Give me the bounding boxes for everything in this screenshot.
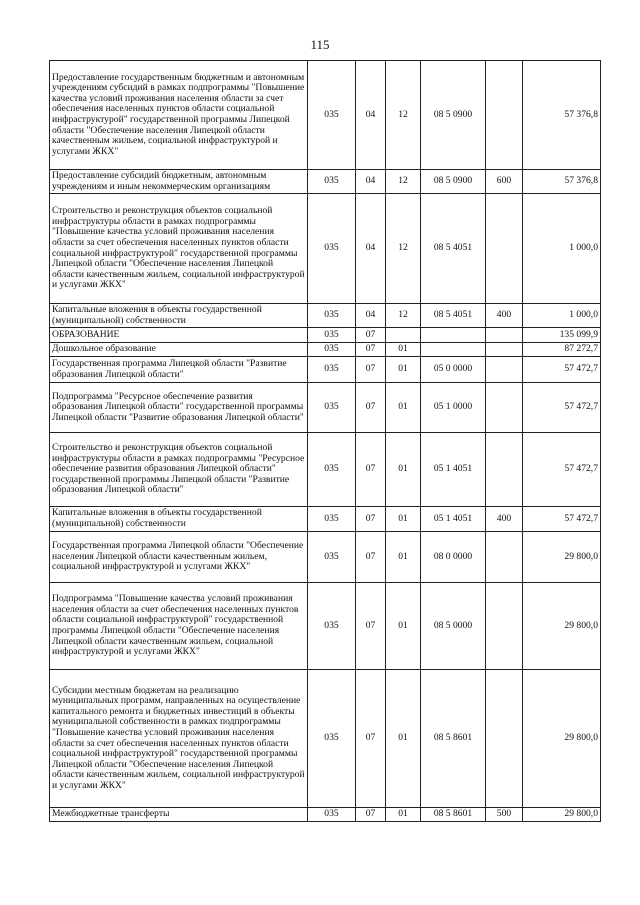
row-sum: 135 099,9 <box>523 328 601 343</box>
row-ved: 035 <box>308 670 356 808</box>
row-rz: 07 <box>356 583 386 670</box>
row-pr: 01 <box>386 808 421 822</box>
row-name: Дошкольное образование <box>50 343 308 357</box>
row-pr: 12 <box>386 61 421 170</box>
row-csr: 08 5 0900 <box>421 170 486 194</box>
row-vr <box>486 583 523 670</box>
row-pr: 01 <box>386 383 421 433</box>
table-row <box>50 532 601 583</box>
row-rz: 04 <box>356 194 386 304</box>
row-csr: 08 0 0000 <box>421 532 486 583</box>
row-sum: 1 000,0 <box>523 194 601 304</box>
table-row <box>50 808 601 822</box>
row-sum: 29 800,0 <box>523 583 601 670</box>
row-name: Капитальные вложения в объекты государственной (муниципальной) собственности <box>50 507 308 532</box>
row-vr: 400 <box>486 304 523 328</box>
table-row <box>50 383 601 433</box>
row-sum: 57 472,7 <box>523 357 601 383</box>
row-name: Строительство и реконструкция объектов социальной инфраструктуры области в рамках подпрограммы "Повышение качества условий проживания населения области за счет обеспечения населенных пунктов области социальной инфраструктурой" государственной программы Липецкой области "Обеспечение населения Липецкой области качественным жильем, социальной инфраструктурой и услугами ЖКХ" <box>50 194 308 304</box>
row-vr <box>486 433 523 507</box>
row-csr <box>421 328 486 343</box>
row-ved: 035 <box>308 383 356 433</box>
row-vr: 500 <box>486 808 523 822</box>
row-sum: 29 800,0 <box>523 532 601 583</box>
row-sum: 1 000,0 <box>523 304 601 328</box>
budget-table <box>49 60 601 822</box>
row-sum: 29 800,0 <box>523 808 601 822</box>
row-name: Предоставление субсидий бюджетным, автономным учреждениям и иным некоммерческим организациям <box>50 170 308 194</box>
row-pr: 01 <box>386 357 421 383</box>
row-rz: 07 <box>356 433 386 507</box>
row-csr: 05 1 0000 <box>421 383 486 433</box>
row-pr: 01 <box>386 670 421 808</box>
row-vr <box>486 343 523 357</box>
row-vr <box>486 670 523 808</box>
row-name: Субсидии местным бюджетам на реализацию муниципальных программ, направленных на осуществление капитального ремонта и бюджетных инвестиций в объекты муниципальной собственности в рамках подпрограммы "Повышение качества условий проживания населения области за счет обеспечения населенных пунктов области социальной инфраструктурой" государственной программы Липецкой области "Обеспечение населения Липецкой области качественным жильем, социальной инфраструктурой и услугами ЖКХ" <box>50 670 308 808</box>
row-name: ОБРАЗОВАНИЕ <box>50 328 308 343</box>
row-csr: 08 5 0900 <box>421 61 486 170</box>
row-pr: 01 <box>386 532 421 583</box>
row-ved: 035 <box>308 328 356 343</box>
row-rz: 07 <box>356 357 386 383</box>
row-sum: 57 472,7 <box>523 433 601 507</box>
row-vr <box>486 328 523 343</box>
row-vr: 400 <box>486 507 523 532</box>
row-pr: 12 <box>386 304 421 328</box>
row-name: Подпрограмма "Повышение качества условий проживания населения области за счет обеспечения населенных пунктов области социальной инфраструктурой" государственной программы Липецкой области "Обеспечение населения Липецкой области качественным жильем, социальной инфраструктурой и услугами ЖКХ" <box>50 583 308 670</box>
row-rz: 07 <box>356 532 386 583</box>
table-row <box>50 304 601 328</box>
row-pr: 01 <box>386 343 421 357</box>
row-rz: 07 <box>356 507 386 532</box>
row-csr <box>421 343 486 357</box>
row-csr: 08 5 8601 <box>421 808 486 822</box>
row-ved: 035 <box>308 532 356 583</box>
row-name: Подпрограмма "Ресурсное обеспечение развития образования Липецкой области" государственной программы Липецкой области "Развитие образования Липецкой области" <box>50 383 308 433</box>
row-csr: 08 5 4051 <box>421 304 486 328</box>
table-row <box>50 670 601 808</box>
row-csr: 08 5 0000 <box>421 583 486 670</box>
row-vr <box>486 61 523 170</box>
row-name: Государственная программа Липецкой области "Обеспечение населения Липецкой области качественным жильем, социальной инфраструктурой и услугами ЖКХ" <box>50 532 308 583</box>
row-csr: 05 1 4051 <box>421 507 486 532</box>
row-sum: 87 272,7 <box>523 343 601 357</box>
page-number: 115 <box>310 37 330 52</box>
table-row <box>50 357 601 383</box>
table-row <box>50 194 601 304</box>
row-csr: 05 1 4051 <box>421 433 486 507</box>
row-rz: 04 <box>356 304 386 328</box>
table-row <box>50 343 601 357</box>
row-name: Строительство и реконструкция объектов социальной инфраструктуры области в рамках подпрограммы "Ресурсное обеспечение развития образования Липецкой области" государственной программы Липецкой области "Развитие образования Липецкой области" <box>50 433 308 507</box>
row-vr <box>486 357 523 383</box>
row-sum: 57 472,7 <box>523 383 601 433</box>
table-row <box>50 61 601 170</box>
row-ved: 035 <box>308 583 356 670</box>
row-sum: 57 376,8 <box>523 170 601 194</box>
row-ved: 035 <box>308 343 356 357</box>
row-rz: 04 <box>356 61 386 170</box>
row-ved: 035 <box>308 304 356 328</box>
row-ved: 035 <box>308 170 356 194</box>
row-rz: 07 <box>356 670 386 808</box>
row-name: Капитальные вложения в объекты государственной (муниципальной) собственности <box>50 304 308 328</box>
row-pr: 12 <box>386 170 421 194</box>
row-pr: 01 <box>386 433 421 507</box>
row-name: Государственная программа Липецкой области "Развитие образования Липецкой области" <box>50 357 308 383</box>
row-sum: 29 800,0 <box>523 670 601 808</box>
row-csr: 08 5 4051 <box>421 194 486 304</box>
row-csr: 05 0 0000 <box>421 357 486 383</box>
row-pr: 01 <box>386 507 421 532</box>
row-name: Межбюджетные трансферты <box>50 808 308 822</box>
table-row <box>50 583 601 670</box>
row-sum: 57 376,8 <box>523 61 601 170</box>
row-vr <box>486 532 523 583</box>
row-ved: 035 <box>308 507 356 532</box>
table-row <box>50 328 601 343</box>
row-csr: 08 5 8601 <box>421 670 486 808</box>
table-row <box>50 170 601 194</box>
row-pr: 12 <box>386 194 421 304</box>
row-rz: 07 <box>356 383 386 433</box>
row-ved: 035 <box>308 194 356 304</box>
row-pr <box>386 328 421 343</box>
table-row <box>50 507 601 532</box>
row-vr: 600 <box>486 170 523 194</box>
row-rz: 07 <box>356 343 386 357</box>
row-rz: 07 <box>356 328 386 343</box>
row-name: Предоставление государственным бюджетным и автономным учреждениям субсидий в рамках подпрограммы "Повышение качества условий проживания населения области за счет обеспечения населенных пунктов области социальной инфраструктурой" государственной программы Липецкой области "Обеспечение населения Липецкой области качественным жильем, социальной инфраструктурой и услугами ЖКХ" <box>50 61 308 170</box>
row-ved: 035 <box>308 61 356 170</box>
table-row <box>50 433 601 507</box>
row-vr <box>486 194 523 304</box>
row-ved: 035 <box>308 433 356 507</box>
row-sum: 57 472,7 <box>523 507 601 532</box>
row-rz: 04 <box>356 170 386 194</box>
row-vr <box>486 383 523 433</box>
row-ved: 035 <box>308 808 356 822</box>
row-pr: 01 <box>386 583 421 670</box>
row-rz: 07 <box>356 808 386 822</box>
row-ved: 035 <box>308 357 356 383</box>
